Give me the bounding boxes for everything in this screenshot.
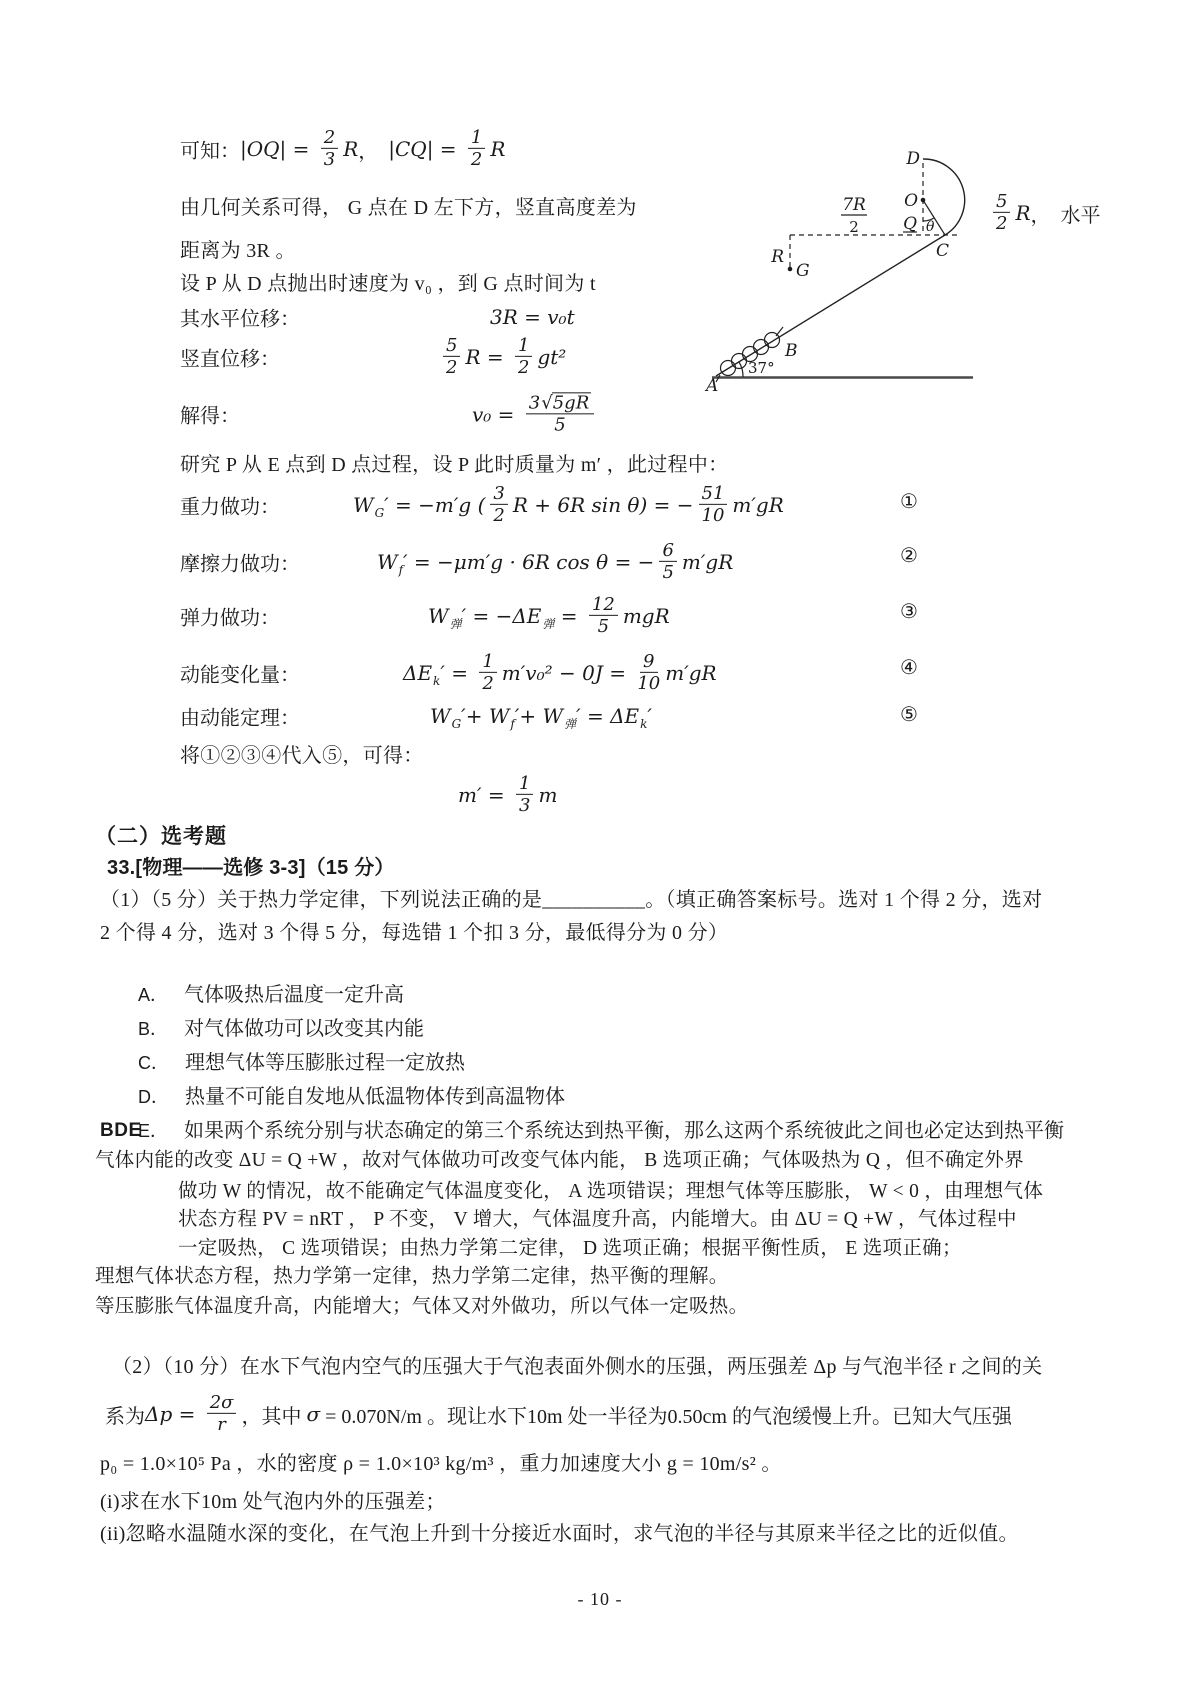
formula-label: 解得：	[180, 405, 240, 428]
question-33-part1-line1: （1）（5 分）关于热力学定律，下列说法正确的是__________。（填正确答案标号。选对 1 个得 2 分，选对	[100, 889, 1043, 911]
answer-bde: BDE	[100, 1120, 142, 1141]
explanation-line1: 气体内能的改变 ΔU = Q +W ，故对气体做功可改变气体内能， B 选项正确；气体吸热为 Q ，但不确定外界	[95, 1150, 1025, 1171]
option-E-text: 如果两个系统分别与状态确定的第三个系统达到热平衡，那么这两个系统彼此之间也必定达到热平衡	[184, 1120, 1065, 1142]
option-A-text: 气体吸热后温度一定升高	[184, 984, 405, 1006]
option-B-key: B．	[138, 1019, 169, 1039]
math-seg: ， 水平	[1030, 204, 1101, 227]
math-seg: 2σ	[207, 1393, 237, 1414]
question-33-part2-line1: （2）（10 分）在水下气泡内空气的压强大于气泡表面外侧水的压强，两压强差 Δp 与气泡半径 r 之间的关	[112, 1356, 1043, 1378]
label-7R-denominator: 2	[849, 218, 859, 236]
math-seg: 2	[470, 149, 483, 170]
math-seg: 5	[554, 414, 566, 436]
math-seg: ，	[358, 140, 389, 163]
equation-tag-4: ④	[900, 657, 918, 679]
center-o-dot	[921, 198, 926, 203]
option-B-text: 对气体做功可以改变其内能	[184, 1018, 425, 1040]
question-33-heading: 33.[物理——选修 3-3]（15 分）	[107, 857, 395, 879]
math-seg: m′gR	[665, 661, 717, 685]
math-seg: R	[1015, 201, 1031, 225]
math-seg	[526, 392, 594, 414]
math-seg: $W_G$	[353, 493, 385, 520]
math-subscript: f	[510, 717, 515, 731]
label-Q: Q	[903, 214, 917, 234]
formula-row-friction-work	[0, 536, 1200, 588]
math-seg	[659, 541, 676, 583]
math-seg: σ	[306, 1402, 321, 1426]
section-heading: （二）选考题	[95, 825, 227, 848]
question-33-part1-line2: 2 个得 4 分，选对 3 个得 5 分，每选错 1 个扣 3 分，最低得分为 0 分）	[100, 922, 729, 944]
math-seg: ′ =	[440, 661, 475, 685]
math-seg: 5	[443, 336, 460, 357]
math-seg	[479, 652, 496, 694]
math-seg: 10	[701, 505, 725, 526]
math-seg: ′ = $\Delta E_k$	[576, 704, 648, 731]
math-seg: 9	[640, 652, 657, 673]
formula-label: 弹力做功：	[180, 607, 280, 630]
solution-line-distance: 距离为 3R 。	[180, 240, 296, 262]
question-33-part2-item-ii: (ii)忽略水温随水深的变化，在气泡上升到十分接近水面时，求气泡的半径与其原来半径之比的近似值。	[100, 1523, 1019, 1545]
math-seg: ′ = $-\Delta E_弹$	[461, 604, 555, 631]
formula-row-result-mass	[0, 769, 1200, 821]
math-seg: m′ =	[458, 783, 511, 807]
math-seg: 2	[517, 357, 530, 378]
formula-math	[105, 1393, 1012, 1435]
incline-line	[716, 235, 945, 376]
math-subscript: k	[640, 717, 648, 731]
math-seg	[637, 652, 660, 694]
math-seg: ′	[647, 704, 652, 728]
math-seg	[443, 336, 460, 378]
formula-row-work-energy-theorem	[0, 703, 1200, 729]
math-seg: v₀ =	[472, 402, 521, 426]
label-B: B	[785, 341, 798, 361]
math-seg: 6	[659, 541, 676, 562]
math-seg: gt²	[537, 345, 567, 369]
math-seg: 2	[996, 213, 1008, 234]
equation-tag-1: ①	[900, 491, 918, 513]
formula-math	[428, 595, 670, 637]
physics-diagram	[640, 128, 1120, 393]
math-seg: 2	[321, 128, 338, 149]
math-seg: |OQ| =	[240, 137, 316, 161]
math-seg: m′gR	[732, 493, 784, 517]
label-7R-numerator: 7R	[842, 195, 866, 215]
math-seg: = 0.070N/m 。现让水下10m 处一半径为0.50cm 的气泡缓慢上升。已知大气压强	[320, 1405, 1012, 1428]
math-seg: ，其中	[241, 1405, 307, 1428]
math-seg: 3	[528, 392, 541, 414]
math-seg: 1	[516, 774, 533, 795]
explanation-line2: 做功 W 的情况，故不能确定气体温度变化， A 选项错误；理想气体等压膨胀， W < 0 ，由理想气体	[178, 1181, 1044, 1202]
math-seg: 2	[446, 357, 458, 378]
math-seg: $W_弹$	[428, 604, 462, 631]
question-33-part2-item-i: (i)求在水下10m 处气泡内外的压强差；	[100, 1491, 446, 1513]
formula-math	[403, 652, 717, 694]
option-A-key: A．	[138, 985, 169, 1005]
formula-math	[353, 484, 784, 526]
explanation-line4: 一定吸热， C 选项错误；由热力学第二定律， D 选项正确；根据平衡性质， E 选项正确；	[178, 1238, 962, 1259]
math-seg: 1	[468, 128, 485, 149]
math-seg: $W_f$	[377, 550, 404, 577]
math-seg	[526, 392, 594, 435]
question-33-part2-line3: p₀ = 1.0×10⁵ Pa ，水的密度 ρ = 1.0×10³ kg/m³ ，重力加速度大小 g = 10m/s² 。	[100, 1453, 782, 1475]
math-seg: R + 6R sin θ) = −	[512, 493, 694, 517]
formula-label: 摩擦力做功：	[180, 553, 300, 576]
label-theta: θ	[926, 219, 935, 235]
incline-angle-arc	[739, 362, 743, 377]
math-seg: 3	[323, 149, 336, 170]
math-seg: R =	[465, 345, 510, 369]
math-seg	[699, 484, 728, 526]
math-seg: 系为	[105, 1405, 145, 1428]
math-subscript: 弹	[542, 617, 555, 631]
formula-math	[458, 774, 557, 816]
math-seg	[516, 774, 533, 816]
math-subscript: 弹	[449, 617, 462, 631]
math-seg: 51	[699, 484, 728, 505]
math-subscript: 弹	[564, 717, 577, 731]
math-subscript: G	[451, 717, 462, 731]
solution-line-process: 研究 P 从 E 点到 D 点过程，设 P 此时质量为 m′ ，此过程中：	[180, 454, 729, 476]
page-number: - 10 -	[577, 1589, 623, 1609]
math-seg: m′v₀² − 0J =	[501, 661, 633, 685]
formula-label: 重力做功：	[180, 496, 280, 519]
math-seg: 3	[518, 795, 531, 816]
math-seg	[321, 128, 338, 170]
math-seg: |CQ| =	[388, 137, 463, 161]
math-seg: √	[541, 392, 553, 414]
math-seg: ′+ $W_f$	[461, 704, 515, 731]
math-seg: R	[343, 137, 359, 161]
formula-math	[438, 336, 566, 378]
math-seg: 3R = v₀t	[490, 305, 575, 329]
formula-row-gravity-work	[0, 479, 1200, 531]
math-seg: $W_G$	[430, 704, 462, 731]
math-seg: m	[538, 783, 558, 807]
formula-math	[430, 704, 652, 731]
math-seg: m′gR	[681, 550, 734, 574]
math-seg: 10	[637, 673, 661, 694]
math-seg: ′ = −μm′g · 6R cos θ = −	[403, 550, 655, 574]
math-seg: r	[217, 1414, 226, 1435]
option-E-key: E．	[138, 1121, 169, 1141]
math-seg: R	[490, 137, 506, 161]
point-g-dot	[788, 267, 793, 272]
option-D-text: 热量不可能自发地从低温物体传到高温物体	[185, 1086, 565, 1108]
label-G: G	[796, 261, 810, 281]
math-seg: 3	[490, 484, 507, 505]
label-A: A	[706, 376, 719, 393]
math-subscript: k	[433, 674, 441, 688]
math-seg: ′ = −m′g (	[384, 493, 486, 517]
label-R: R	[771, 247, 784, 267]
formula-label: 其水平位移：	[180, 308, 300, 331]
option-C-key: C．	[138, 1053, 169, 1073]
formula-label: 由动能定理：	[180, 707, 300, 730]
formula-label: 动能变化量：	[180, 664, 300, 687]
explanation-line5: 理想气体状态方程，热力学第一定律，热力学第二定律，热平衡的理解。	[95, 1266, 729, 1287]
formula-math	[490, 305, 575, 329]
label-D: D	[906, 149, 920, 169]
math-seg: ′+ $W_弹$	[514, 704, 577, 731]
math-seg: 5gR	[552, 392, 590, 414]
solution-line-substitute: 将①②③④代入⑤，可得：	[180, 745, 424, 767]
formula-label: 竖直位移：	[180, 348, 280, 371]
solution-line-setup: 设 P 从 D 点抛出时速度为 v₀ ，到 G 点时间为 t	[180, 273, 596, 295]
label-37-degrees: 37°	[748, 359, 775, 377]
formula-label: 可知：	[180, 140, 240, 163]
math-seg: 2	[493, 505, 505, 526]
option-C-text: 理想气体等压膨胀过程一定放热	[185, 1052, 465, 1074]
math-seg	[468, 128, 485, 170]
math-seg: Δp =	[145, 1402, 202, 1426]
equation-tag-2: ②	[900, 545, 918, 567]
math-seg	[515, 336, 532, 378]
math-seg	[589, 595, 618, 637]
explanation-line6: 等压膨胀气体温度升高，内能增大；气体又对外做功，所以气体一定吸热。	[95, 1296, 749, 1317]
math-seg: mgR	[622, 604, 670, 628]
math-seg	[490, 484, 507, 526]
solution-line-geometry: 由几何关系可得， G 点在 D 左下方，竖直高度差为	[180, 197, 637, 219]
math-seg: 2	[482, 673, 494, 694]
math-seg: 5	[597, 616, 610, 637]
math-seg: 5	[993, 192, 1010, 213]
math-subscript: G	[374, 506, 385, 520]
explanation-line3: 状态方程 PV = nRT ， P 不变， V 增大，气体温度升高，内能增大。由 ΔU = Q +W ，气体过程中	[178, 1209, 1017, 1230]
formula-row-spring-work	[0, 590, 1200, 642]
math-seg: $\Delta E_k$	[403, 661, 441, 688]
math-subscript: f	[398, 563, 404, 577]
label-C: C	[936, 241, 950, 261]
math-seg	[207, 1393, 237, 1435]
label-O: O	[904, 191, 918, 211]
formula-math	[472, 392, 599, 435]
math-seg: 1	[479, 652, 496, 673]
option-D-key: D．	[138, 1087, 169, 1107]
math-seg: 12	[589, 595, 618, 616]
formula-math	[240, 128, 505, 170]
formula-row-pressure-relation	[0, 1385, 1200, 1443]
math-seg: 1	[515, 336, 532, 357]
formula-row-kinetic-change	[0, 647, 1200, 699]
math-seg: =	[554, 604, 584, 628]
formula-math	[377, 541, 733, 583]
equation-tag-3: ③	[900, 601, 918, 623]
math-seg: 5	[662, 562, 674, 583]
equation-tag-5: ⑤	[900, 704, 918, 726]
